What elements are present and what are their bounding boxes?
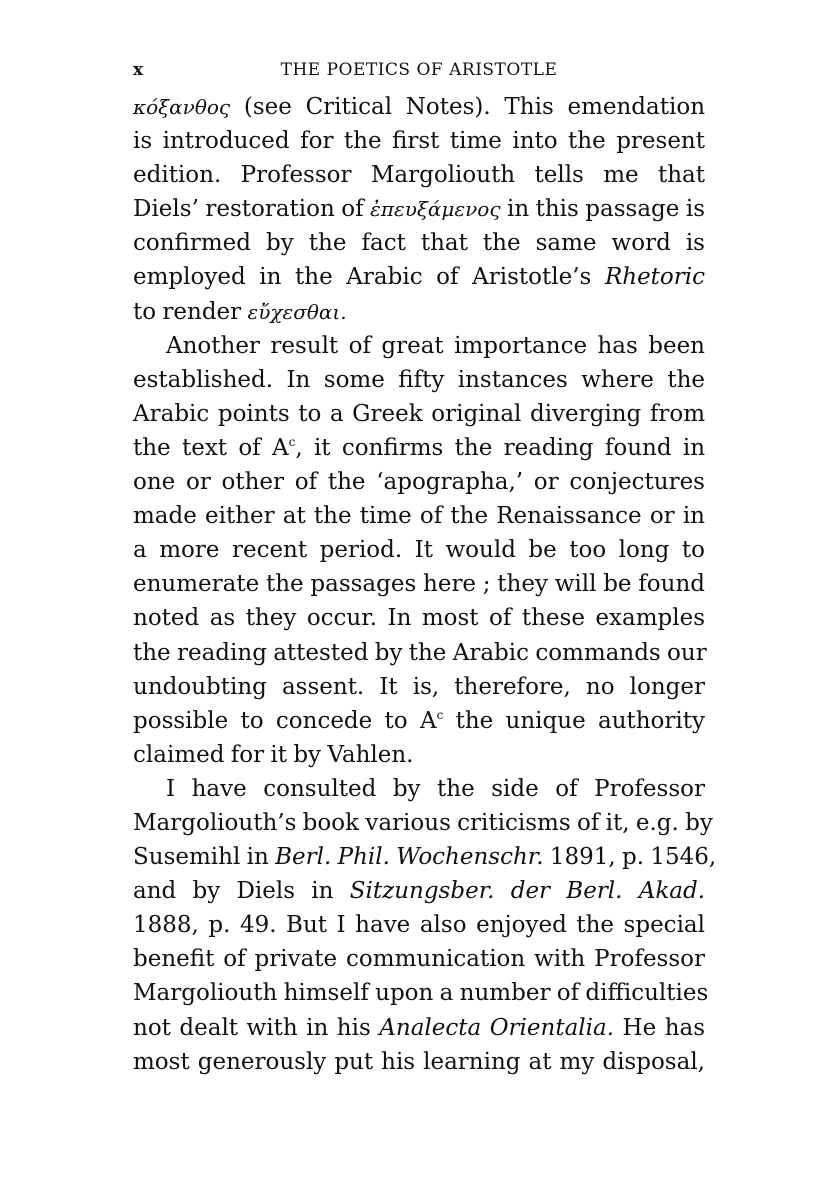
greek-word: κόξανθος	[133, 95, 231, 119]
text-span: not dealt with in his	[133, 1014, 371, 1041]
text-line: Another result of great importance has been	[166, 332, 705, 359]
text-line: noted as they occur. In most of these examples	[133, 605, 705, 632]
text-line	[133, 295, 705, 329]
text-line	[133, 431, 705, 465]
text-line: confirmed by the fact that the same word is	[133, 230, 705, 257]
running-title: THE POETICS OF ARISTOTLE	[280, 60, 558, 80]
text-span: in this passage is	[506, 196, 705, 223]
greek-word: ἐπευξάμενος	[370, 197, 501, 222]
text-span: to render	[133, 298, 242, 325]
text-span: Diels’ restoration of	[133, 196, 364, 223]
text-line: one or other of the ‘apographa,’ or conjectures	[133, 469, 705, 496]
text-line	[133, 874, 705, 908]
text-line: a more recent period. It would be too long to	[133, 537, 705, 564]
italic-title: Rhetoric	[604, 264, 706, 291]
text-line: benefit of private communication with Professor	[133, 946, 705, 973]
italic-title: Sitzungsber. der Berl. Akad.	[349, 878, 706, 905]
text-span: the text of A	[133, 434, 289, 461]
text-line: edition. Professor Margoliouth tells me that	[133, 162, 705, 189]
text-span: (see Critical Notes). This emendation	[243, 94, 706, 120]
running-head	[133, 60, 705, 90]
text-span: 1891, p. 1546,	[549, 844, 717, 871]
text-line: Margoliouth’s book various criticisms of it, e.g. by	[133, 809, 713, 836]
text-span: the unique authority	[455, 707, 705, 734]
text-line	[133, 1011, 705, 1045]
text-line: is introduced for the first time into the present	[133, 128, 705, 155]
italic-title: Berl. Phil. Wochenschr.	[275, 844, 544, 871]
text-line: the reading attested by the Arabic commands our	[133, 639, 707, 666]
text-span: Susemihl in	[133, 844, 269, 871]
text-line	[133, 260, 705, 294]
text-line: I have consulted by the side of Professor	[166, 775, 705, 802]
text-line	[133, 840, 717, 874]
text-line: most generously put his learning at my disposal,	[133, 1048, 705, 1075]
superscript: c	[288, 434, 296, 449]
text-line: claimed for it by Vahlen.	[133, 741, 414, 768]
text-span: possible to concede to A	[133, 707, 437, 734]
text-line	[133, 90, 705, 124]
paragraph-2	[133, 329, 705, 772]
text-line: 1888, p. 49. But I have also enjoyed the special	[133, 912, 705, 939]
text-line	[133, 192, 705, 226]
page-number: x	[133, 60, 144, 80]
superscript: c	[436, 707, 444, 722]
text-line: Arabic points to a Greek original diverging from	[133, 400, 705, 427]
italic-title: Analecta Orientalia.	[379, 1014, 615, 1041]
book-page	[133, 60, 717, 1079]
paragraph-3	[133, 772, 717, 1079]
text-span: , it confirms the reading found in	[295, 434, 706, 461]
text-line: made either at the time of the Renaissance or in	[133, 503, 705, 530]
text-line: undoubting assent. It is, therefore, no longer	[133, 673, 705, 700]
text-span: employed in the Arabic of Aristotle’s	[133, 264, 592, 291]
text-line: Margoliouth himself upon a number of difficulties	[133, 980, 709, 1007]
text-span: and by Diels in	[133, 878, 334, 905]
text-line: enumerate the passages here ; they will be found	[133, 571, 705, 598]
text-line: established. In some fifty instances where the	[133, 366, 705, 393]
greek-word: εὔχεσθαι.	[247, 299, 347, 324]
text-span: He has	[622, 1014, 706, 1041]
paragraph-1	[133, 90, 705, 329]
text-line	[133, 704, 705, 738]
